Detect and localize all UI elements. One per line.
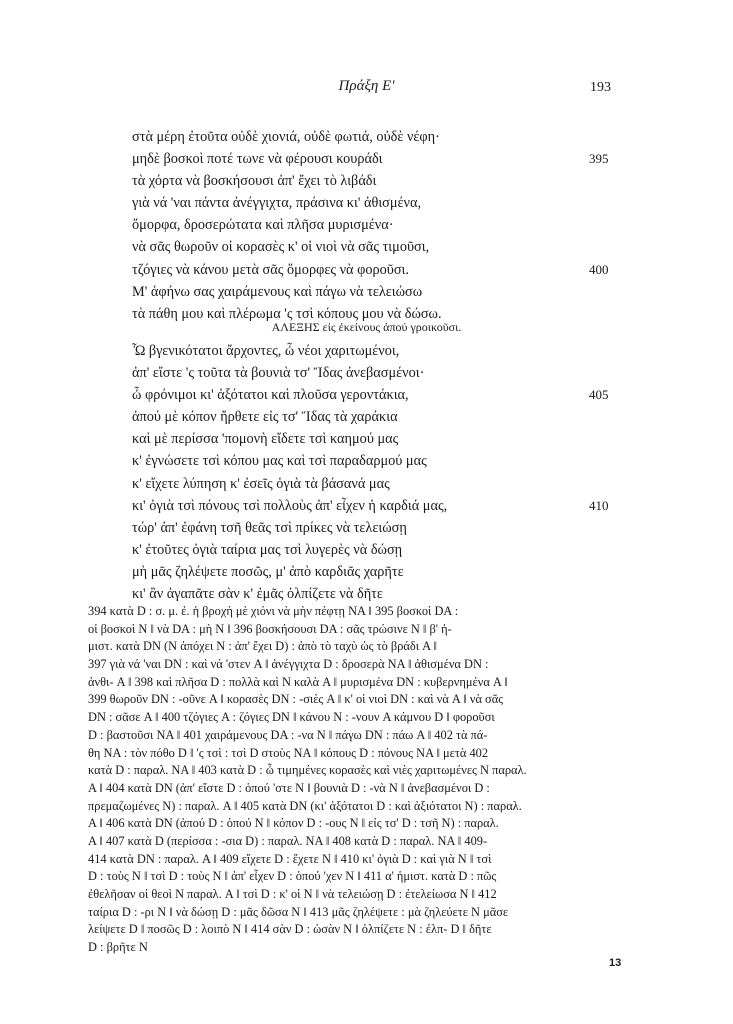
verse-line xyxy=(132,583,632,605)
signature-mark: 13 xyxy=(609,957,622,969)
verse-text: κ' ἐτοῦτες ὀγιὰ ταίρια μας τσὶ λυγερὲς νὰ δώσῃ xyxy=(132,541,403,558)
verse-line xyxy=(132,561,632,583)
verse-text: γιὰ νά 'ναι πάντα ἀνέγγιχτα, πράσινα κι' ἀθισμένα, xyxy=(132,195,422,212)
verse-text: Ὦ βγενικότατοι ἄρχοντες, ὦ νέοι χαριτωμένοι, xyxy=(132,343,400,359)
verse-line xyxy=(132,340,632,362)
apparatus-line: θη NA : τὸν πόθο D ‖ 'ς τσὶ : τσὶ D στοὺς NA ‖ κόπους D : πόνους NA ‖ μετὰ 402 xyxy=(88,745,489,760)
line-number: 410 xyxy=(589,497,609,513)
verse-text: νὰ σᾶς θωροῦν οἱ κορασὲς κ' οἱ νιοὶ νὰ σᾶς τιμοῦσι, xyxy=(132,239,430,256)
verse-text: κ' ἐγνώσετε τσὶ κόπου μας καὶ τσὶ παραδαρμού μας xyxy=(132,453,427,470)
apparatus-line: A ‖ 407 κατὰ D (περίσσα : -σια D) : παραλ. NA ‖ 408 κατὰ D : παραλ. NA ‖ 409- xyxy=(88,833,488,848)
verse-text: τὰ πάθη μου καὶ πλέρωμα 'ς τσὶ κόπους μου νὰ δώσω. xyxy=(132,305,442,322)
verse-text: τώρ' ἀπ' ἐφάνη τσῆ θεᾶς τσὶ πρίκες νὰ τελειώσῃ xyxy=(132,519,407,536)
verse-line xyxy=(132,539,632,561)
apparatus-line: λείψετε D ‖ ποσῶς D : λοιπὸ N ‖ 414 σὰν D : ὡσὰν N ‖ ὀλπίζετε N : ἐλπ- D ‖ δῆτε xyxy=(88,922,492,937)
apparatus-line: 399 θωροῦν DN : -οῦνε A ‖ κορασὲς DN : -σιὲς A ‖ κ' οἱ νιοὶ DN : καὶ νὰ A ‖ νὰ σᾶς xyxy=(88,692,504,707)
speaker-heading: ΑΛΕΞΗΣ εἰς ἐκείνους ἀπού γροικοῦσι. xyxy=(271,320,462,334)
verse-text: ὦ φρόνιμοι κι' ἀξότατοι καὶ πλοῦσα γεροντάκια, xyxy=(132,387,409,404)
line-number: 405 xyxy=(589,387,609,403)
verse-line xyxy=(132,384,632,406)
apparatus-line: κατὰ D : παραλ. NA ‖ 403 κατὰ D : ὦ τιμημένες κορασὲς καὶ νιὲς χαριτωμένες N παραλ. xyxy=(88,763,527,778)
verse-line xyxy=(132,259,632,281)
apparatus-line: πρεμαζωμένες N) : παραλ. A ‖ 405 κατὰ DN (κι' ἀξότατοι D : καὶ ἀξιότατοι N) : παραλ. xyxy=(88,798,522,813)
verse-line xyxy=(132,214,632,236)
apparatus-line: D : τοὺς N ‖ τσὶ D : τοὺς N ‖ ἀπ' εἶχεν D : ὁπού 'χεν N ‖ 411 α' ἡμιστ. κατὰ D : πῶς xyxy=(88,869,497,884)
verse-line xyxy=(132,406,632,428)
verse-line xyxy=(132,428,632,450)
apparatus-line: D : βρῆτε N xyxy=(88,940,148,955)
verse-text: μὴ μᾶς ζηλέψετε ποσῶς, μ' ἀπὸ καρδιᾶς χαρῆτε xyxy=(132,563,404,580)
verse-line xyxy=(132,473,632,495)
verse-text: κι' ὀγιὰ τσὶ πόνους τσὶ πολλοὺς ἀπ' εἶχεν ἡ καρδιά μας, xyxy=(132,497,448,514)
verse-line xyxy=(132,495,632,517)
verse-text: Μ' ἀφήνω σας χαιράμενους καὶ πάγω νὰ τελειώσω xyxy=(132,283,423,300)
verse-line xyxy=(132,362,632,384)
apparatus-line: ἐθελῆσαν οἱ θεοὶ N παραλ. A ‖ τσὶ D : κ' οἱ N ‖ νὰ τελειώσῃ D : ἐτελείωσα N ‖ 412 xyxy=(88,887,497,901)
apparatus-line: A ‖ 406 κατὰ DN (ἀπού D : ὁπού N ‖ κόπον D : -ους N ‖ εἰς τσ' D : τσῆ N) : παραλ. xyxy=(88,816,499,831)
verse-text: ὅμορφα, δροσερώτατα καὶ πλῆσα μυρισμένα· xyxy=(132,217,394,234)
apparatus-line: 414 κατὰ DN : παραλ. A ‖ 409 εἴχετε D : ἔχετε N ‖ 410 κι' ὀγιὰ D : καὶ γιὰ N ‖ τσὶ xyxy=(88,851,492,866)
verse-line xyxy=(132,126,632,148)
verse-text: τὰ χόρτα νὰ βοσκήσουσι ἀπ' ἔχει τὸ λιβάδι xyxy=(132,173,377,190)
apparatus-line: ταίρια D : -ρι N ‖ νὰ δώσῃ D : μᾶς δῶσα N ‖ 413 μᾶς ζηλέψετε : μὰ ζηλεύετε N μᾶσε xyxy=(88,904,509,919)
critical-apparatus xyxy=(88,603,636,957)
verse-line xyxy=(132,148,632,170)
apparatus-line: οἱ βοσκοὶ N ‖ νὰ DA : μὴ N ‖ 396 βοσκήσουσι DA : σᾶς τρώσινε N ‖ β' ἡ- xyxy=(88,621,452,636)
verse-text: τζόγιες νὰ κάνου μετὰ σᾶς ὅμορφες νὰ φοροῦσι. xyxy=(132,261,409,278)
apparatus-line: 394 κατὰ D : σ. μ. ἐ. ἡ βροχὴ μὲ χιόνι νὰ μὴν πέφτῃ NA ‖ 395 βοσκοὶ DA : xyxy=(88,604,459,618)
verse-text: κι' ἂν ἀγαπᾶτε σὰν κ' ἐμᾶς ὀλπίζετε νὰ δῆτε xyxy=(132,586,383,603)
verse-block-top xyxy=(132,126,632,325)
verse-line xyxy=(132,236,632,258)
verse-line xyxy=(132,450,632,472)
line-number: 395 xyxy=(589,151,609,167)
verse-text: ἀπ' εἴστε 'ς τοῦτα τὰ βουνιὰ τσ' Ἴδας ἀνεβασμένοι· xyxy=(132,365,425,382)
verse-text: καὶ μὲ περίσσα 'πομονὴ εἴδετε τσὶ καημού μας xyxy=(132,431,399,448)
apparatus-line: 397 γιὰ νά 'ναι DN : καὶ νά 'στεν A ‖ ἀνέγγιχτα D : δροσερὰ NA ‖ ἀθισμένα DN : xyxy=(88,657,489,672)
page-number: 193 xyxy=(590,80,611,95)
running-head-title: Πράξη Ε' xyxy=(338,78,395,94)
verse-block-bottom xyxy=(132,340,632,605)
verse-line xyxy=(132,170,632,192)
verse-text: μηδὲ βοσκοὶ ποτέ τωνε νὰ φέρουσι κουράδι xyxy=(132,151,383,168)
verse-line xyxy=(132,192,632,214)
verse-text: στὰ μέρη ἐτοῦτα οὐδὲ χιονιά, οὐδὲ φωτιά, οὐδὲ νέφη· xyxy=(132,129,440,145)
verse-text: κ' εἴχετε λύπηση κ' ἐσεῖς ὀγιὰ τὰ βάσανά μας xyxy=(132,475,390,492)
apparatus-line: A ‖ 404 κατὰ DN (ἀπ' εἴστε D : ὁπού 'στε N ‖ βουνιὰ D : -νὰ N ‖ ἀνεβασμένοι D : xyxy=(88,780,490,795)
line-number: 400 xyxy=(589,261,609,277)
apparatus-line: μιστ. κατὰ DN (N ἀπόχει N : ἀπ' ἔχει D) : ἀπὸ τὸ ταχὺ ὡς τὸ βράδι A ‖ xyxy=(88,639,438,654)
verse-line xyxy=(132,517,632,539)
apparatus-line: ἀνθι- A ‖ 398 καὶ πλῆσα D : πολλὰ καὶ N καλὰ A ‖ μυρισμένα DN : κυβερνημένα A ‖ xyxy=(88,674,508,689)
apparatus-line: DN : σᾶσε A ‖ 400 τζόγιες A : ζόγιες DN ‖ κάνου N : -νουν A κάμνου D ‖ φοροῦσι xyxy=(88,710,495,725)
verse-text: ἀπού μὲ κόπον ἤρθετε εἰς τσ' Ἴδας τὰ χαράκια xyxy=(132,409,398,426)
apparatus-line: D : βαστοῦσι NA ‖ 401 χαιράμενους DA : -να N ‖ πάγω DN : πάω A ‖ 402 τὰ πά- xyxy=(88,727,488,742)
verse-line xyxy=(132,281,632,303)
